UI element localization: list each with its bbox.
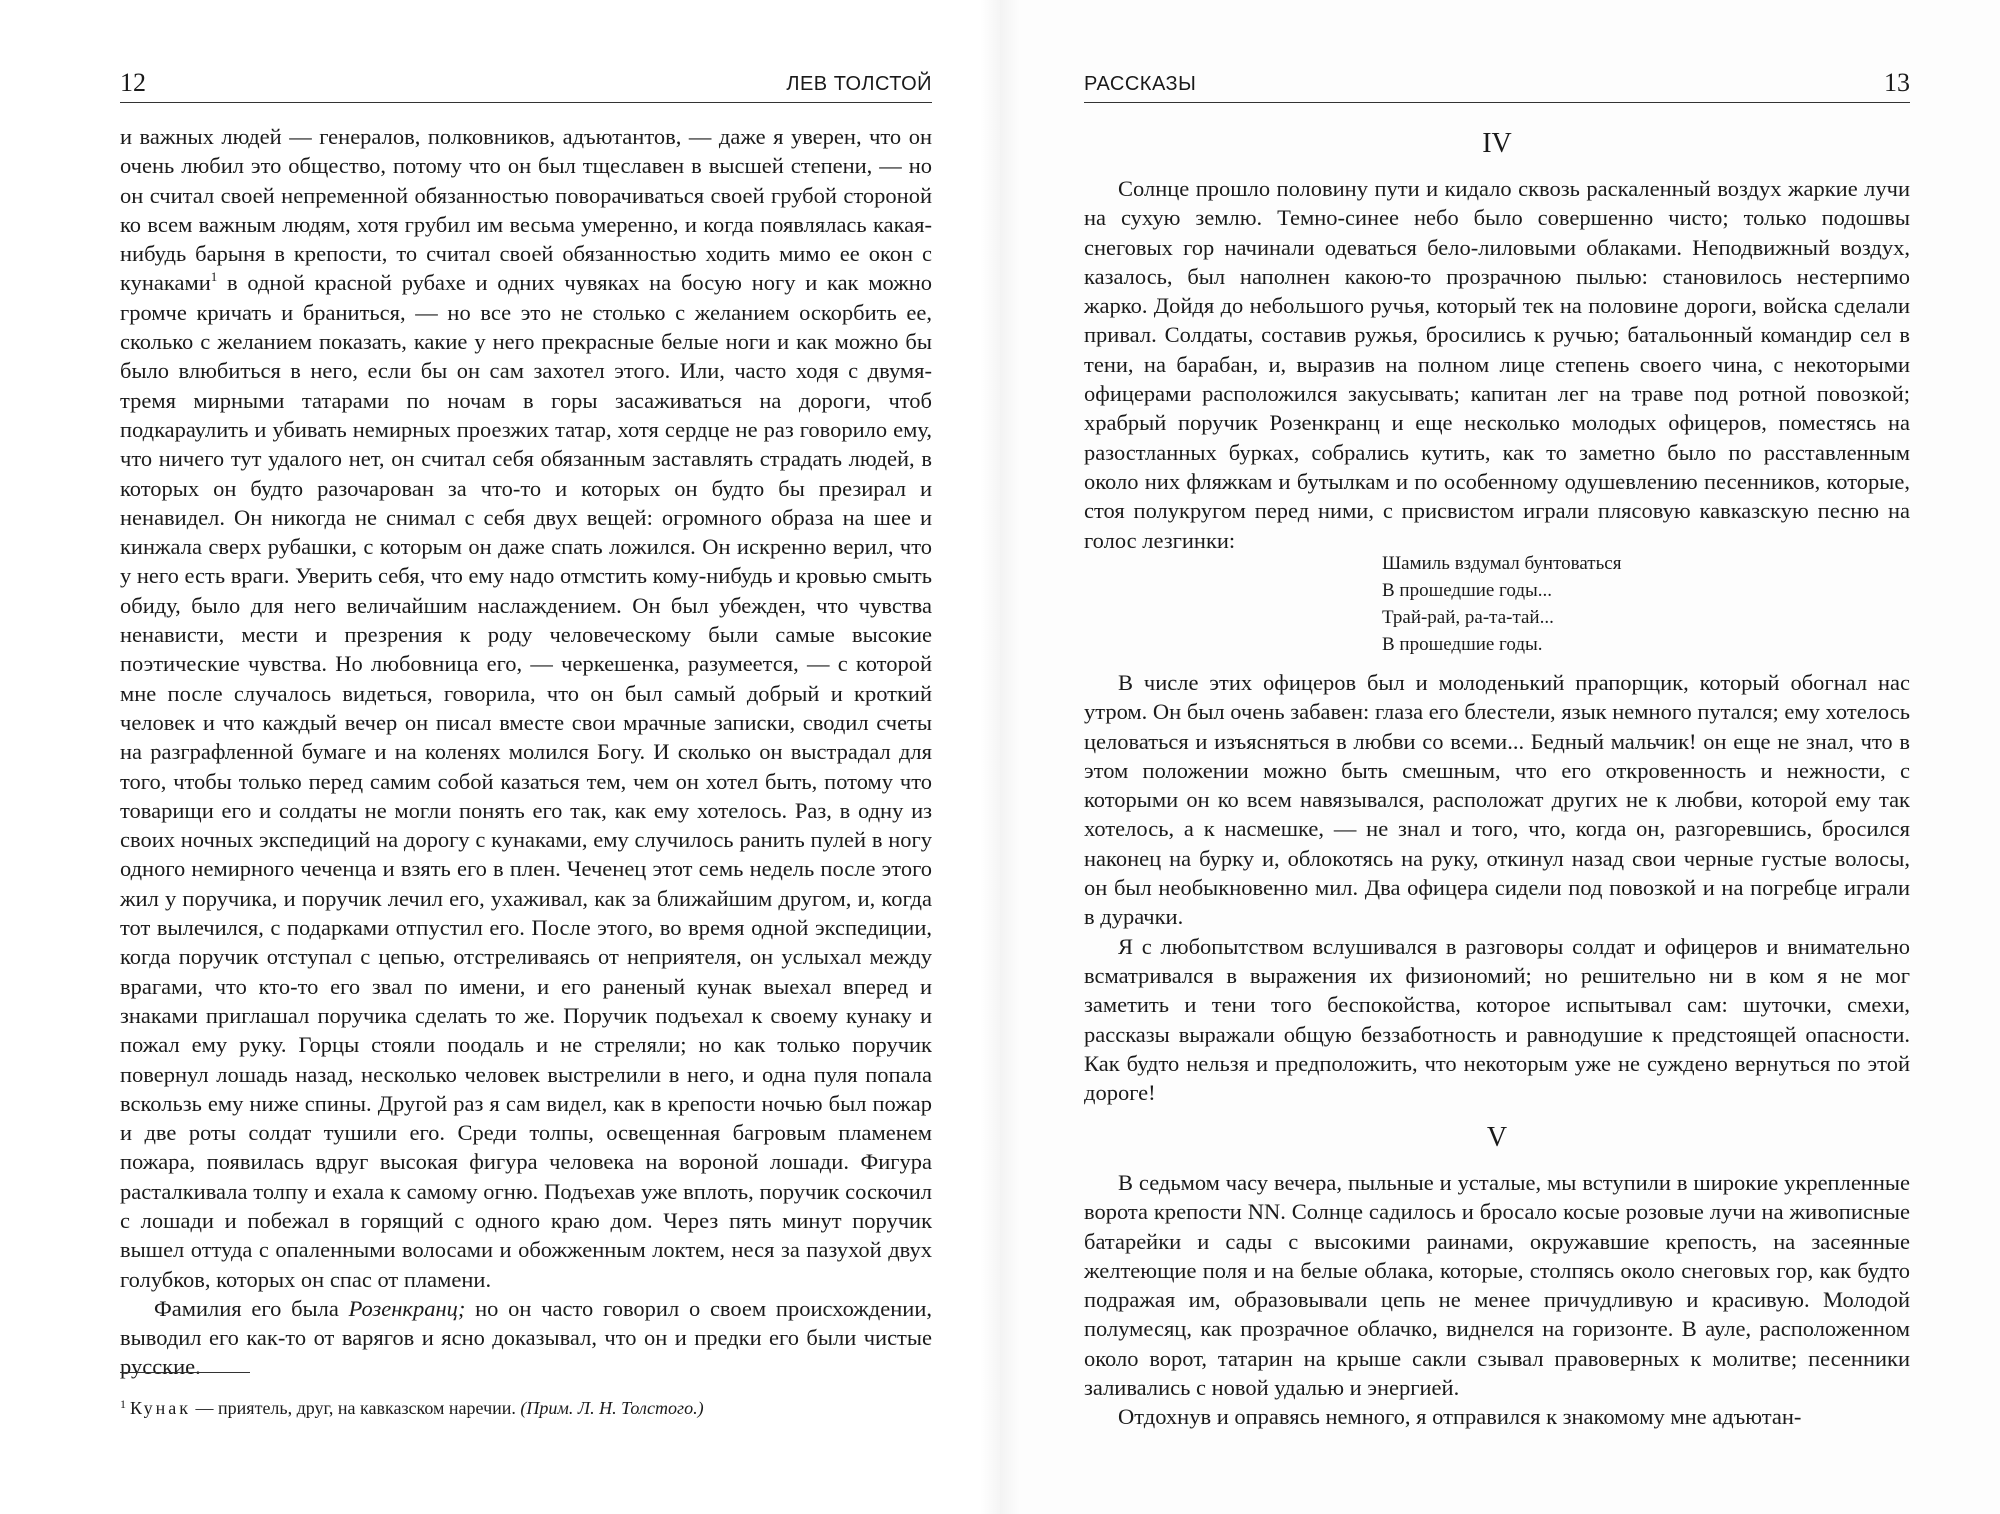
chapter-iv-text-top — [1084, 174, 1910, 555]
chapter-v-text — [1084, 1168, 1910, 1432]
footnote-text: — приятель, друг, на кавказском наречии. — [191, 1398, 521, 1418]
right-running-title: РАССКАЗЫ — [1084, 73, 1197, 95]
right-page-number: 13 — [1884, 68, 1910, 97]
chapter-iv-paragraph-1: Солнце прошло половину пути и кидало сквозь раскаленный воздух жаркие лучи на сухую землю. Темно-синее небо было совершенно чисто; только подошвы снеговых гор начинали одеваться бело-лиловыми облаками. Неподвижный воздух, казалось, был наполнен какою-то прозрачною пылью: становилось нестерпимо жарко. Дойдя до небольшого ручья, который тек на половине дороги, войска сделали привал. Солдаты, составив ружья, бросились к ручью; батальонный командир сел в тени, на барабан, и, выразив на полном лице степень своего чина, с некоторыми офицерами расположился закусывать; капитан лег на траве под ротной повозкой; храбрый поручик Розенкранц и еще несколько молодых офицеров, поместясь на разостланных бурках, собрались кутить, как то заметно было по расставленным около них фляжкам и бутылкам и по особенному одушевлению песенников, которые, стоя полукругом перед ними, с присвистом играли плясовую кавказскую песню на голос лезгинки: — [1084, 176, 1910, 553]
left-paragraph-2 — [120, 1294, 932, 1382]
chapter-heading-v: V — [1486, 1122, 1508, 1153]
right-page — [1000, 0, 2000, 1514]
left-page-header — [120, 62, 932, 103]
footnote-divider — [120, 1372, 250, 1373]
left-body-text — [120, 122, 932, 1382]
left-paragraph-2-part-a: Фамилия его была — [154, 1295, 349, 1321]
chapter-iv-text-bottom — [1084, 668, 1910, 1107]
chapter-iv-paragraph-3: Я с любопытством вслушивался в разговоры солдат и офицеров и внимательно всматривался в выражения их физиономий; но решительно ни в ком я не мог заметить и тени того беспокойства, которое испытывал сам: шуточки, смехи, рассказы выражали общую беззаботность и равнодушие к предстоящей опасности. Как будто нельзя и предположить, что некоторым уже не суждено вернуться по этой дороге! — [1084, 933, 1910, 1106]
surname-italic: Розенкранц; — [348, 1295, 466, 1321]
verse-line: Шамиль вздумал бунтоваться — [1382, 553, 1622, 574]
chapter-iv-paragraph-2: В числе этих офицеров был и молоденький прапорщик, который обогнал нас утром. Он был очень забавен: глаза его блестели, язык немного путался; ему хотелось целоваться и изъясняться в любви со всеми... Бедный мальчик! он еще не знал, что в этом положении можно быть смешным, что его откровенность и нежности, с которыми он ко всем навязывался, расположат других не к любви, которой ему так хотелось, а к насмешке, — не знал и того, что, когда он, разгоревшись, бросился наконец на бурку и, облокотясь на руку, откинул назад свои черные густые волосы, он был необыкновенно мил. Два офицера сидели под повозкой и на погребце играли в дурачки. — [1084, 670, 1910, 930]
verse-line: В прошедшие годы... — [1382, 580, 1553, 601]
footnote-reference: 1 — [210, 269, 218, 285]
left-running-title: ЛЕВ ТОЛСТОЙ — [786, 73, 932, 95]
left-paragraph-1 — [120, 122, 932, 1294]
chapter-v-paragraph-1: В седьмом часу вечера, пыльные и усталые, мы вступили в широкие укрепленные ворота крепости NN. Солнце садилось и бросало косые розовые лучи на живописные батарейки и сады с высокими раинами, окружавшие крепость, на засеянные желтеющие поля и на белые облака, которые, столпясь около снеговых гор, как будто подражая им, образовывали цепь не менее причудливую и красивую. Молодой полумесяц, как прозрачное облачко, виднелся на горизонте. В ауле, расположенном около ворот, татарин на крыше сакли сзывал правоверных к молитве; песенники заливались с новой удалью и энергией. — [1084, 1170, 1910, 1401]
footnote — [120, 1392, 932, 1420]
left-paragraph-2-part-b: но он часто говорил о своем происхождении, выводил его как-то от варягов и ясно доказывал, что он и предки его были чистые русские. — [120, 1295, 932, 1380]
left-paragraph-1-part-a: и важных людей — генералов, полковников, адъютантов, — даже я уверен, что он очень любил это общество, потому что он был тщеславен в высшей степени, — но он считал своей непременной обязанностью поворачиваться своей грубой стороной ко всем важным людям, хотя грубил им весьма умеренно, и когда появлялась какая-нибудь барыня в крепости, то считал своей обязанностью ходить мимо ее окон с кунаками — [120, 124, 932, 296]
left-paragraph-1-part-b: в одной красной рубахе и одних чувяках на босую ногу и как можно громче кричать и браниться, — но все это не столько с желанием оскорбить ее, сколько с желанием показать, какие у него прекрасные белые ноги и как можно бы было влюбиться в него, если бы он сам захотел этого. Или, часто ходя с двумя-тремя мирными татарами по ночам в горы засаживаться на дороги, чтоб подкараулить и убивать немирных проезжих татар, хотя сердце не раз говорило ему, что ничего тут удалого нет, он считал себя обязанным заставлять страдать людей, в которых он будто разочарован за что-то и которых он будто бы презирал и ненавидел. Он никогда не снимал с себя двух вещей: огромного образа на шее и кинжала сверх рубашки, с которым он даже спать ложился. Он искренно верил, что у него есть враги. Уверить себя, что ему надо отмстить кому-нибудь и кровью смыть обиду, было для него величайшим наслаждением. Он был убежден, что чувства ненависти, мести и презрения к роду человеческому были самые высокие поэтические чувства. Но любовница его, — черкешенка, разумеется, — с которой мне после случалось видеться, говорила, что он был самый добрый и кроткий человек и что каждый вечер он писал вместе свои мрачные записки, сводил счеты на разграфленной бумаге и на коленях молился Богу. И сколько он выстрадал для того, чтобы только перед самим собой казаться тем, чем он хотел быть, потому что товарищи его и солдаты не могли понять его так, как ему хотелось. Раз, в одну из своих ночных экспедиций на дорогу с кунаками, ему случилось ранить пулей в ногу одного немирного чеченца и взять его в плен. Чеченец этот семь недель после этого жил у поручика, и поручик лечил его, ухаживал, как за ближайшим другом, и, когда тот вылечился, с подарками отпустил его. После этого, во время одной экспедиции, когда поручик отступал с цепью, отстреливаясь от неприятеля, он услыхал между врагами, что кто-то его звал по имени, и его раненый кунак выехал вперед и знаками приглашал поручика сделать то же. Поручик подъехал к своему кунаку и пожал ему руку. Горцы стояли поодаль и не стреляли; но как только поручик повернул лошадь назад, несколько человек выстрелили в него, и одна пуля попала вскользь ему ниже спины. Другой раз я сам видел, как в крепости ночью был пожар и две роты солдат тушили его. Среди толпы, освещенная багровым пламенем пожара, появилась вдруг высокая фигура человека на вороной лошади. Фигура расталкивала толпу и ехала к самому огню. Подъехав уже вплоть, поручик соскочил с лошади и побежал в горящий с одного краю дом. Через пять минут поручик вышел оттуда с опаленными волосами и обожженным локтем, неся за пазухой двух голубков, которых он спас от пламени. — [120, 270, 932, 1292]
left-page-number: 12 — [120, 68, 146, 97]
footnote-source: (Прим. Л. Н. Толстого.) — [520, 1398, 704, 1418]
song-verse — [1382, 550, 1621, 658]
right-page-header — [1084, 62, 1910, 103]
footnote-mark: 1 — [120, 1397, 126, 1411]
chapter-v-paragraph-2: Отдохнув и оправясь немного, я отправился к знакомому мне адъютан- — [1118, 1404, 1802, 1430]
verse-line: Трай-рай, ра-та-тай... — [1382, 607, 1554, 628]
footnote-term: Кунак — [130, 1398, 192, 1418]
chapter-heading-iv: IV — [1482, 128, 1512, 159]
verse-line: В прошедшие годы. — [1382, 634, 1543, 655]
